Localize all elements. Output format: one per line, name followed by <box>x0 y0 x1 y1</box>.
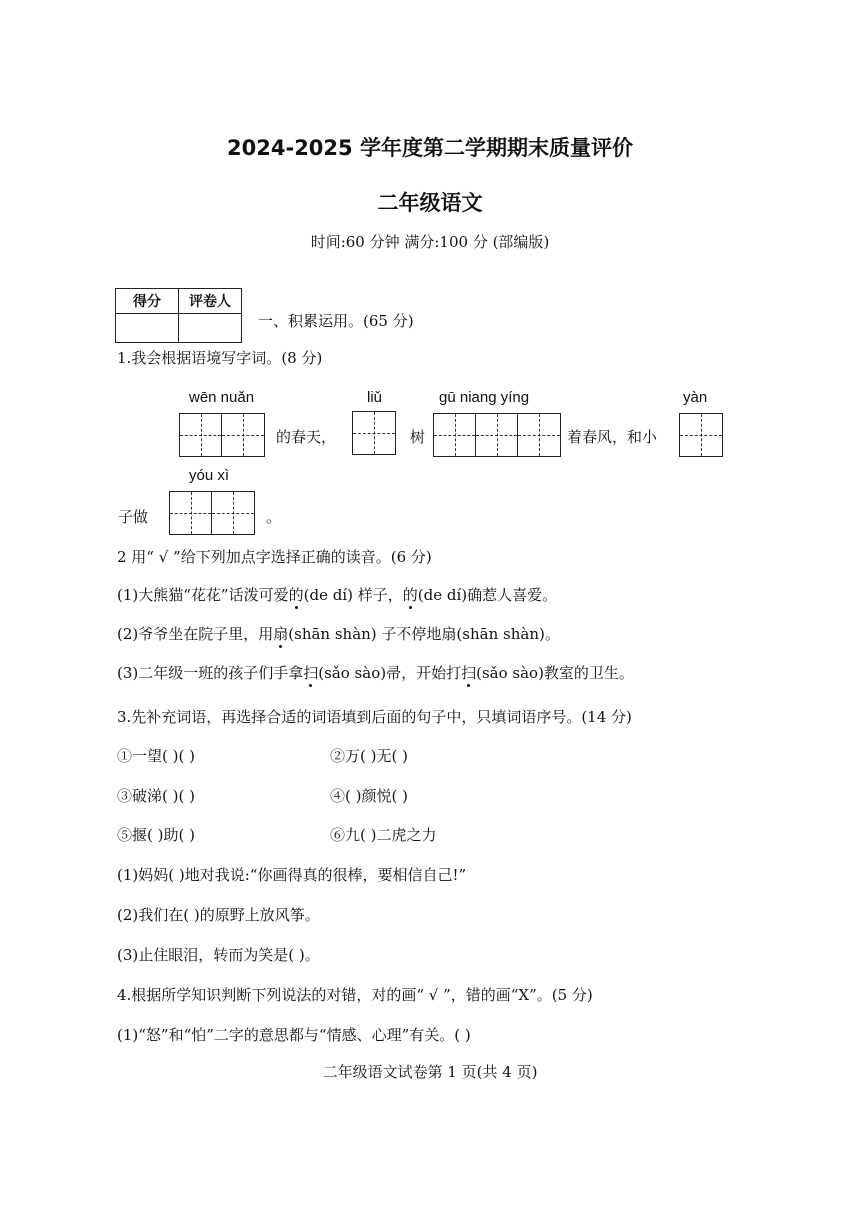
q3-word-6: ⑥九( )二虎之力 <box>330 826 437 844</box>
page-footer: 二年级语文试卷第 1 页(共 4 页) <box>322 1063 538 1081</box>
pinyin-yan: yàn <box>683 389 708 406</box>
q3-sentence-1: (1)妈妈( )地对我说:“你画得真的很棒，要相信自己!” <box>117 866 467 884</box>
answer-grid-yan[interactable] <box>679 413 723 457</box>
answer-grid-guniangying[interactable] <box>433 413 561 457</box>
exam-subtitle: 二年级语文 <box>377 191 483 215</box>
pinyin-guniangying: gū niang yíng <box>439 389 530 406</box>
q1-text-3: 着春风，和小 <box>567 428 658 446</box>
q3-word-5: ⑤揠( )助( ) <box>117 826 195 844</box>
q2-item-1: (1)大熊猫“花花”话泼可爱的(de dí) 样子，的(de dí)确惹人喜爱。 <box>117 586 558 604</box>
question-1-title: 1.我会根据语境写字词。(8 分) <box>117 349 323 367</box>
q3-word-2: ②万( )无( ) <box>330 747 408 765</box>
q3-word-1: ①一望( )( ) <box>117 747 195 765</box>
pinyin-wennuan: wēn nuǎn <box>189 389 255 406</box>
pinyin-youxi: yóu xì <box>189 467 230 484</box>
grader-header: 评卷人 <box>179 289 242 314</box>
q1-text-4: 子做 <box>118 508 149 526</box>
q4-item-1: (1)“怒”和“怕”二字的意思都与“情感、心理”有关。( ) <box>117 1026 471 1044</box>
q1-text-5: 。 <box>266 508 282 526</box>
exam-title: 2024-2025 学年度第二学期期末质量评价 <box>227 136 633 160</box>
pinyin-liu: liǔ <box>367 389 383 406</box>
q1-text-2: 树 <box>410 428 426 446</box>
section-heading: 一、积累运用。(65 分) <box>258 312 414 330</box>
score-table <box>115 288 242 343</box>
question-4-title: 4.根据所学知识判断下列说法的对错，对的画“ √ ”，错的画“X”。(5 分) <box>117 986 593 1004</box>
q2-item-2: (2)爷爷坐在院子里，用扇(shān shàn) 子不停地扇(shān shàn)。 <box>117 625 560 643</box>
q3-sentence-2: (2)我们在( )的原野上放风筝。 <box>117 906 320 924</box>
exam-meta: 时间:60 分钟 满分:100 分 (部编版) <box>310 233 550 251</box>
q2-item-3: (3)二年级一班的孩子们手拿扫(sǎo sào)帚，开始打扫(sǎo sào)教室的卫生。 <box>117 664 634 682</box>
score-cell[interactable] <box>116 314 179 343</box>
q3-sentence-3: (3)止住眼泪，转而为笑是( )。 <box>117 946 320 964</box>
grader-cell[interactable] <box>179 314 242 343</box>
q1-text-1: 的春天， <box>276 428 337 446</box>
answer-grid-youxi[interactable] <box>169 491 255 535</box>
question-3-title: 3.先补充词语，再选择合适的词语填到后面的句子中，只填词语序号。(14 分) <box>117 708 632 726</box>
question-2-title: 2 用“ √ ”给下列加点字选择正确的读音。(6 分) <box>117 548 432 566</box>
answer-grid-wennuan[interactable] <box>179 413 265 457</box>
answer-grid-liu[interactable] <box>352 411 396 455</box>
q3-word-3: ③破涕( )( ) <box>117 787 195 805</box>
score-header: 得分 <box>116 289 179 314</box>
q3-word-4: ④( )颜悦( ) <box>330 787 408 805</box>
